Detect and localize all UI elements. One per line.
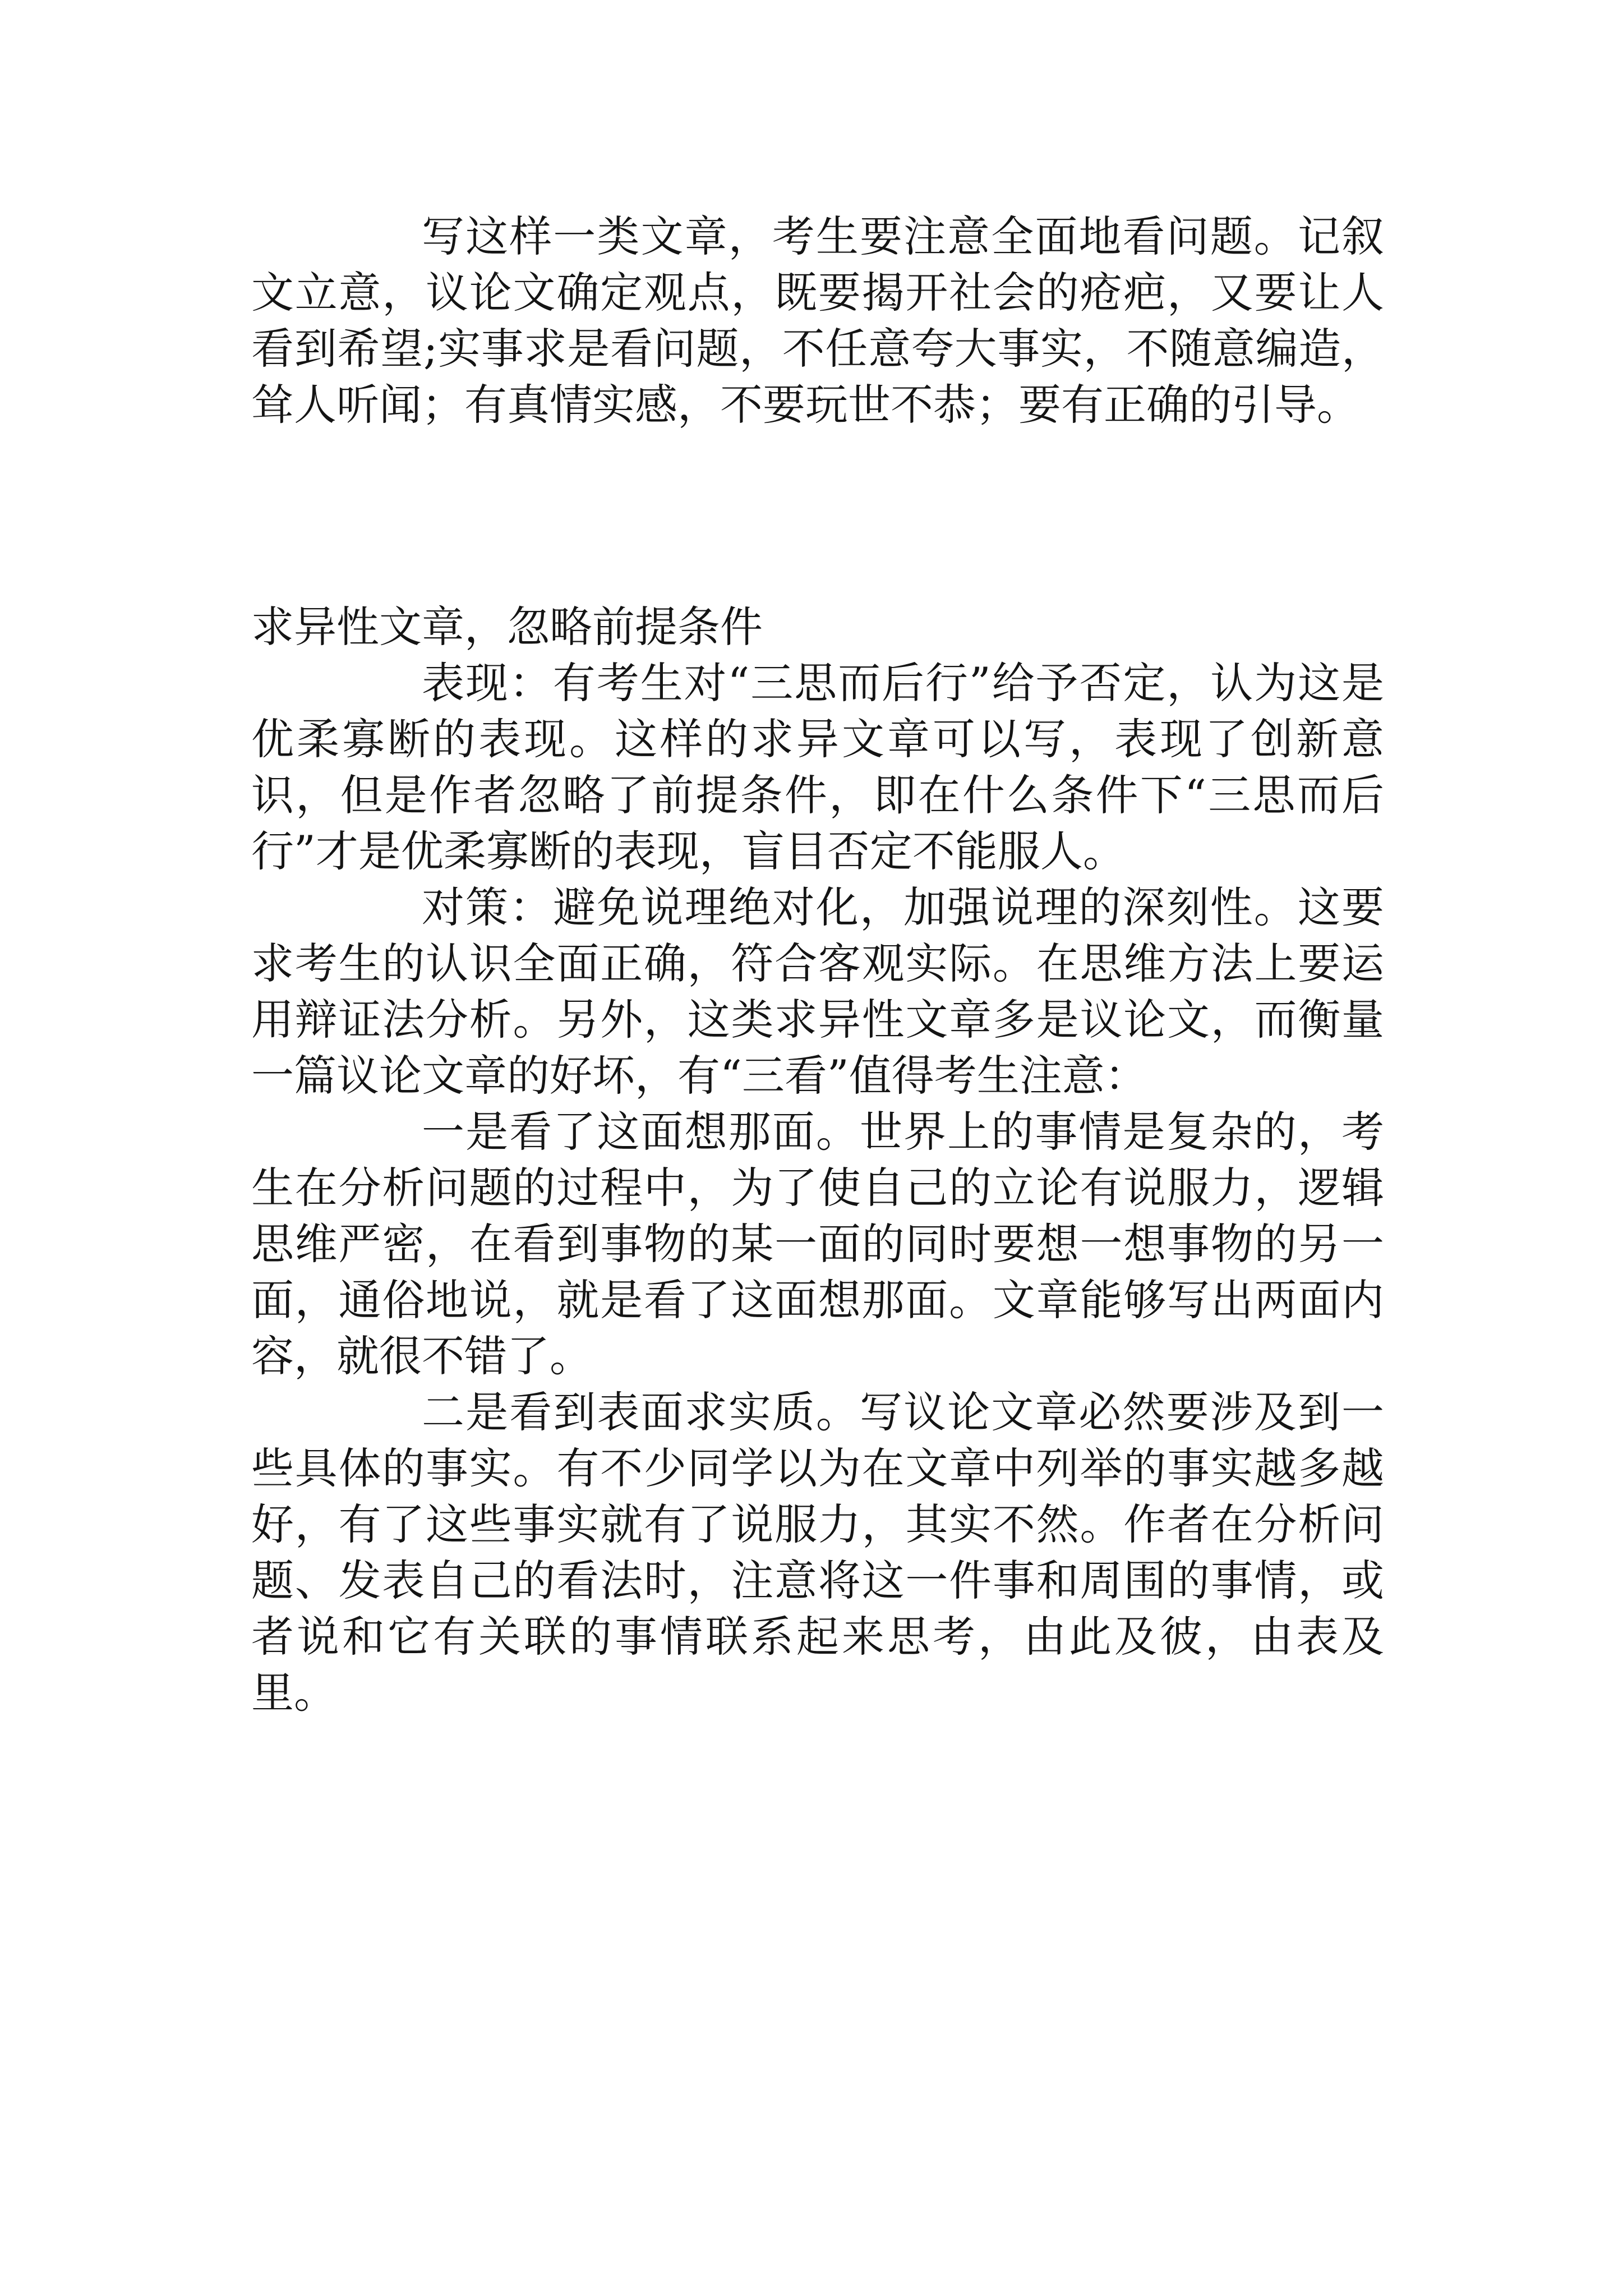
paragraph-second-look: 二是看到表面求实质。写议论文章必然要涉及到一些具体的事实。有不少同学以为在文章中列举的事实越多越好，有了这些事实就有了说服力，其实不然。作者在分析问题、发表自己的看法时，注意将这一件事和周围的事情，或者说和它有关联的事情联系起来思考，由此及彼，由表及里。 [251,1387,1384,1718]
intro-paragraph: 写这样一类文章，考生要注意全面地看问题。记叙文立意，议论文确定观点，既要揭开社会的疮疤，又要让人看到希望;实事求是看问题，不任意夸大事实，不随意编造，耸人听闻；有真情实感，不要玩世不恭；要有正确的引导。 [251,211,1384,430]
section-heading: 求异性文章，忽略前提条件 [251,602,763,652]
paragraph-first-look: 一是看了这面想那面。世界上的事情是复杂的，考生在分析问题的过程中，为了使自己的立论有说服力，逻辑思维严密，在看到事物的某一面的同时要想一想事物的另一面，通俗地说，就是看了这面想那面。文章能够写出两面内容，就很不错了。 [251,1107,1384,1381]
intro-section [251,209,1384,433]
paragraph-countermeasure: 对策：避免说理绝对化，加强说理的深刻性。这要求考生的认识全面正确，符合客观实际。在思维方法上要运用辩证法分析。另外，这类求异性文章多是议论文，而衡量一篇议论文章的好坏，有“三看”值得考生注意： [251,882,1384,1101]
main-section [251,599,1384,1721]
paragraph-performance: 表现：有考生对“三思而后行”给予否定，认为这是优柔寡断的表现。这样的求异文章可以写，表现了创新意识，但是作者忽略了前提条件，即在什么条件下“三思而后行”才是优柔寡断的表现，盲目否定不能服人。 [251,658,1384,876]
